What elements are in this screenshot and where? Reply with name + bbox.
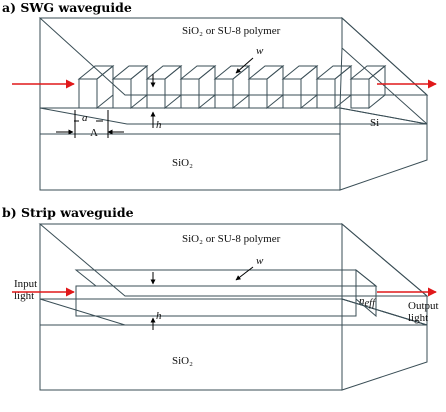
swg-segment-side-face [335, 66, 351, 108]
swg-segment [249, 66, 283, 108]
swg-segment-top-face [283, 66, 317, 79]
swg-segment [283, 66, 317, 108]
panel-a-title: a) SWG waveguide [2, 0, 132, 15]
swg-segment-side-face [369, 66, 385, 108]
panel-b-input-label-line1: Input [14, 278, 38, 290]
swg-segment [351, 66, 385, 108]
panel-b-output-label-line1: Output [408, 300, 439, 312]
panel-a-substrate-label: SiO₂ [172, 157, 193, 169]
substrate-top-face [40, 108, 427, 124]
panel-b-height-label: h [156, 310, 162, 322]
swg-segment-side-face [131, 66, 147, 108]
panel-b-index-symbol: n [359, 295, 365, 307]
panel-a-segment-label: a [82, 112, 88, 124]
swg-segment-front-face [181, 79, 199, 108]
swg-segment-front-face [79, 79, 97, 108]
swg-segment [317, 66, 351, 108]
swg-segment-top-face [113, 66, 147, 79]
swg-segment-front-face [249, 79, 267, 108]
swg-segment-front-face [147, 79, 165, 108]
panel-b-width-label: w [256, 255, 264, 267]
swg-segment-top-face [147, 66, 181, 79]
panel-b-output-label-line2: light [408, 312, 429, 324]
swg-segment-front-face [215, 79, 233, 108]
swg-segment [147, 66, 181, 108]
swg-segment-front-face [113, 79, 131, 108]
panel-b-title: b) Strip waveguide [2, 205, 134, 220]
swg-segment [215, 66, 249, 108]
swg-segment-top-face [181, 66, 215, 79]
panel-a [2, 0, 436, 190]
swg-segment [181, 66, 215, 108]
strip-core-side-face [356, 270, 376, 316]
swg-segment-front-face [283, 79, 301, 108]
swg-segment-side-face [199, 66, 215, 108]
swg-segment-top-face [351, 66, 385, 79]
panel-b-width-arrow [236, 267, 253, 280]
swg-segment-side-face [301, 66, 317, 108]
substrate-side-face [340, 108, 427, 190]
swg-segment [113, 66, 147, 108]
swg-segment [79, 66, 113, 108]
panel-b [2, 205, 439, 390]
swg-segment-front-face [317, 79, 335, 108]
swg-segment-top-face [249, 66, 283, 79]
panel-b-input-label-line2: light [14, 290, 35, 302]
panel-a-height-label: h [156, 119, 162, 131]
panel-b-substrate-label: SiO₂ [172, 355, 193, 367]
swg-segments [79, 66, 385, 108]
swg-segment-side-face [267, 66, 283, 108]
swg-segment-top-face [79, 66, 113, 79]
panel-b-index-subscript: eff [364, 298, 375, 309]
panel-a-core-label: Si [370, 117, 380, 129]
swg-segment-side-face [233, 66, 249, 108]
swg-segment-side-face [165, 66, 181, 108]
swg-segment-top-face [215, 66, 249, 79]
panel-a-cladding-label: SiO₂ or SU-8 polymer [182, 25, 281, 37]
panel-a-width-label: w [256, 45, 264, 57]
swg-segment-top-face [317, 66, 351, 79]
swg-segment-front-face [351, 79, 369, 108]
panel-b-cladding-label: SiO₂ or SU-8 polymer [182, 233, 281, 245]
panel-b-index-label [359, 295, 377, 309]
strip-core-top-face [76, 270, 376, 286]
panel-a-period-label: Λ [90, 127, 98, 139]
